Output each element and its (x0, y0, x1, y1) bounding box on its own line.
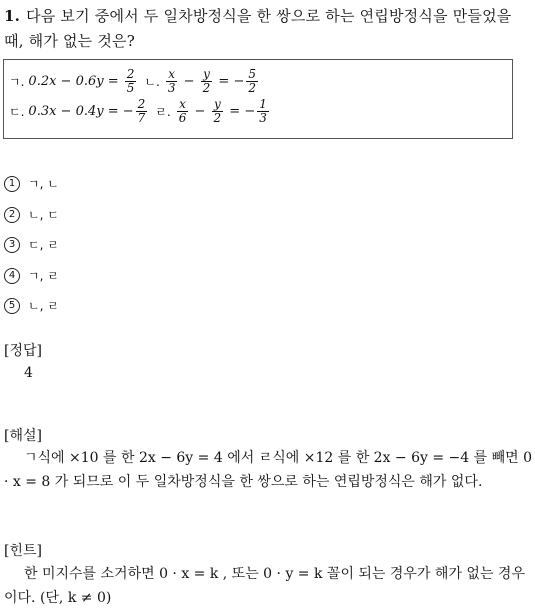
choice-number: 4 (4, 268, 20, 284)
choice-text: ㄱ, ㄹ (28, 269, 59, 283)
equation-a (28, 68, 138, 95)
fraction-denominator: 7 (137, 111, 146, 125)
hint-text: 한 미지수를 소거하면 0 · x = k , 또는 0 · y = k 꼴이 되는 경우가 해가 없는 경우이다. (단, k ≠ 0) (4, 566, 525, 606)
fraction-denominator: 2 (202, 81, 211, 95)
fraction-denominator: 5 (126, 81, 135, 95)
example-row-2 (9, 98, 277, 125)
fraction-numerator: y (203, 67, 210, 81)
choice-1[interactable] (4, 175, 59, 192)
equation-a-lhs: 0.2x − 0.6y = (28, 74, 123, 89)
choice-number: 2 (4, 207, 20, 223)
answer-value: 4 (24, 365, 33, 381)
choice-text: ㄱ, ㄴ (28, 177, 59, 191)
fraction-denominator: 2 (213, 111, 222, 125)
choice-text: ㄴ, ㄹ (28, 299, 59, 313)
equation-c-lhs: 0.3x − 0.4y = − (28, 104, 134, 119)
equation-b-fraction-3 (246, 68, 258, 95)
explanation-text: ㄱ식에 ×10 를 한 2x − 6y = 4 에서 ㄹ식에 ×12 를 한 2x − 6y = −4 를 빼면 0 · x = 8 가 되므로 이 두 일차방정식을 한 쌍으로 하는 연립방정식은 해가 없다. (4, 450, 533, 490)
choice-number: 3 (4, 237, 20, 253)
choice-4[interactable] (4, 267, 59, 284)
fraction-numerator: y (213, 97, 221, 111)
fraction-denominator: 2 (248, 81, 256, 95)
fraction-numerator: x (179, 97, 186, 111)
equation-d-fraction-3 (257, 98, 269, 125)
equation-d (175, 98, 271, 125)
choice-3[interactable] (4, 236, 59, 253)
question-stem (4, 4, 532, 54)
fraction-numerator: x (168, 67, 176, 81)
equation-c (28, 98, 149, 125)
fraction-denominator: 6 (178, 111, 187, 125)
minus-sign: − (179, 74, 199, 89)
question-number: 1. (4, 7, 21, 25)
choice-number: 1 (4, 176, 20, 192)
fraction-numerator: 2 (137, 97, 146, 111)
equation-c-fraction (136, 98, 148, 125)
choice-text: ㄷ, ㄹ (28, 238, 59, 252)
hint-label: [힌트] (4, 543, 42, 559)
question-text: 다음 보기 중에서 두 일차방정식을 한 쌍으로 하는 연립방정식을 만들었을 때, 해가 없는 것은? (4, 7, 512, 50)
fraction-denominator: 3 (167, 81, 176, 95)
equation-b-fraction-2 (201, 68, 213, 95)
equation-b (164, 68, 260, 95)
example-row-1 (9, 68, 266, 95)
mark-digeut: ㄷ. (9, 105, 25, 119)
choice-5[interactable] (4, 297, 59, 314)
explanation-label: [해설] (4, 428, 42, 444)
mark-nieun: ㄴ. (144, 75, 160, 89)
equals-sign: = − (225, 104, 256, 119)
mark-giyeok: ㄱ. (9, 75, 25, 89)
choice-text: ㄴ, ㄷ (28, 208, 59, 222)
fraction-numerator: 1 (259, 97, 267, 111)
minus-sign: − (190, 104, 210, 119)
answer-label: [정답] (4, 343, 42, 359)
mark-rieul: ㄹ. (155, 105, 171, 119)
fraction-numerator: 2 (126, 67, 135, 81)
equation-a-fraction (125, 68, 137, 95)
example-box (3, 59, 513, 139)
choice-2[interactable] (4, 206, 59, 223)
choice-number: 5 (4, 298, 20, 314)
fraction-denominator: 3 (259, 111, 267, 125)
equation-b-fraction-1 (166, 68, 178, 95)
equation-d-fraction-2 (212, 98, 224, 125)
equation-d-fraction-1 (177, 98, 189, 125)
equals-sign: = − (214, 74, 245, 89)
fraction-numerator: 5 (248, 67, 256, 81)
